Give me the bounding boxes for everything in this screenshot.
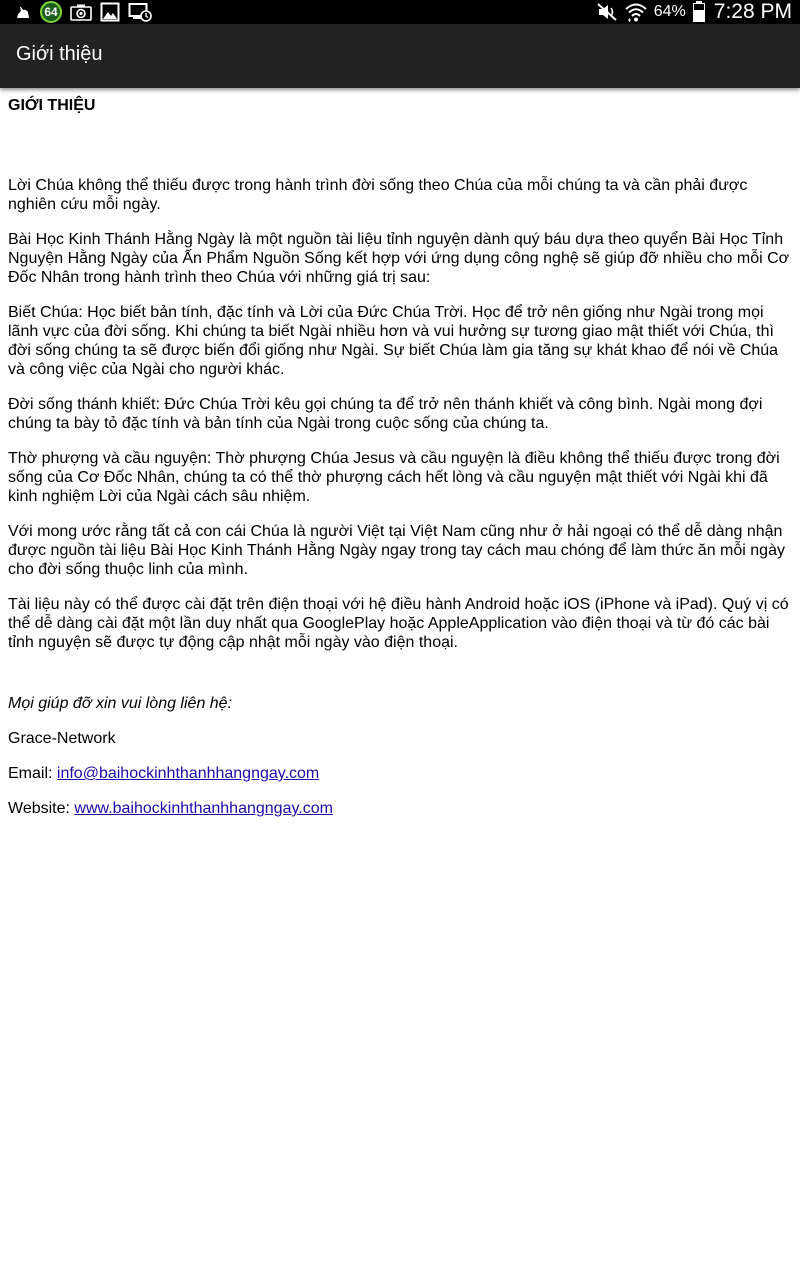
badge-text: 64 xyxy=(44,5,58,19)
email-label: Email: xyxy=(8,765,57,782)
intro-paragraph: Biết Chúa: Học biết bản tính, đặc tính và Lời của Đức Chúa Trời. Học để trở nên giống như Ngài trong mọi lãnh vực của đời sống. Khi chúng ta biết Ngài nhiều hơn và vui hưởng sự tương giao mật thiết với Chúa, thì đời sống chúng ta sẽ được biến đổi giống như Ngài. Sự biết Chúa làm gia tăng sự khát khao để nói về Chúa và công việc của Ngài cho người khác. xyxy=(8,304,779,378)
intro-paragraph: Thờ phượng và cầu nguyện: Thờ phượng Chúa Jesus và cầu nguyện là điều không thể thiếu được trong đời sống của Cơ Đốc Nhân, chúng ta có thể thờ phượng cách hết lòng và cầu nguyện mật thiết với Ngài khi đã kinh nghiệm Lời của Ngài cách sâu nhiệm. xyxy=(8,450,780,505)
status-bar-system xyxy=(596,0,792,24)
gallery-icon xyxy=(100,2,120,22)
intro-paragraph: Với mong ước rằng tất cả con cái Chúa là người Việt tại Việt Nam cũng như ở hải ngoại có thể dễ dàng nhận được nguồn tài liệu Bài Học Kinh Thánh Hằng Ngày ngay trong tay cách mau chóng để làm thức ăn mỗi ngày cho đời sống thuộc linh của mình. xyxy=(8,523,785,578)
intro-paragraph: Bài Học Kinh Thánh Hằng Ngày là một nguồn tài liệu tỉnh nguyện dành quý báu dựa theo quyển Bài Học Tỉnh Nguyện Hằng Ngày của Ấn Phẩm Nguồn Sống kết hợp với ứng dụng công nghệ sẽ giúp đỡ nhiều cho mỗi Cơ Đốc Nhân trong hành trình theo Chúa với những giá trị sau: xyxy=(8,231,790,286)
intro-heading: GIỚI THIỆU xyxy=(8,97,96,114)
action-bar xyxy=(0,24,800,88)
status-bar-notifications xyxy=(14,0,152,24)
intro-paragraph: Tài liệu này có thể được cài đặt trên điện thoại với hệ điều hành Android hoặc iOS (iPhone và iPad). Quý vị có thể dễ dàng cài đặt một lần duy nhất qua GooglePlay hoặc AppleApplication vào điện thoại và từ đó các bài tỉnh nguyện sẽ được tự động cập nhật mỗi ngày vào điện thoại. xyxy=(8,596,789,651)
status-bar xyxy=(0,0,800,24)
page-title: Giới thiệu xyxy=(16,43,103,65)
notification-icon xyxy=(14,3,32,21)
camera-icon xyxy=(70,3,92,21)
email-link[interactable]: info@baihockinhthanhhangngay.com xyxy=(56,765,320,782)
status-clock: 7:28 PM xyxy=(713,0,792,23)
battery-icon xyxy=(692,1,706,23)
badge-icon xyxy=(40,1,62,23)
website-label: Website: xyxy=(8,800,75,817)
website-link[interactable]: www.baihockinhthanhhangngay.com xyxy=(74,800,333,817)
organization-name: Grace-Network xyxy=(8,730,116,747)
mute-icon xyxy=(596,2,618,22)
intro-paragraph: Lời Chúa không thể thiếu được trong hành trình đời sống theo Chúa của mỗi chúng ta và cần phải được nghiên cứu mỗi ngày. xyxy=(8,177,748,213)
intro-paragraph: Đời sống thánh khiết: Đức Chúa Trời kêu gọi chúng ta để trở nên thánh khiết và công bình. Ngài mong đợi chúng ta bày tỏ đặc tính và bản tính của Ngài trong cuộc sống của chúng ta. xyxy=(8,396,763,432)
battery-percent: 64% xyxy=(653,3,686,20)
sync-screen-icon xyxy=(128,2,152,22)
wifi-icon xyxy=(624,1,648,23)
intro-content xyxy=(8,96,792,834)
website-line xyxy=(8,799,792,818)
contact-prompt: Mọi giúp đỡ xin vui lòng liên hệ: xyxy=(8,695,233,712)
email-line xyxy=(8,764,792,783)
